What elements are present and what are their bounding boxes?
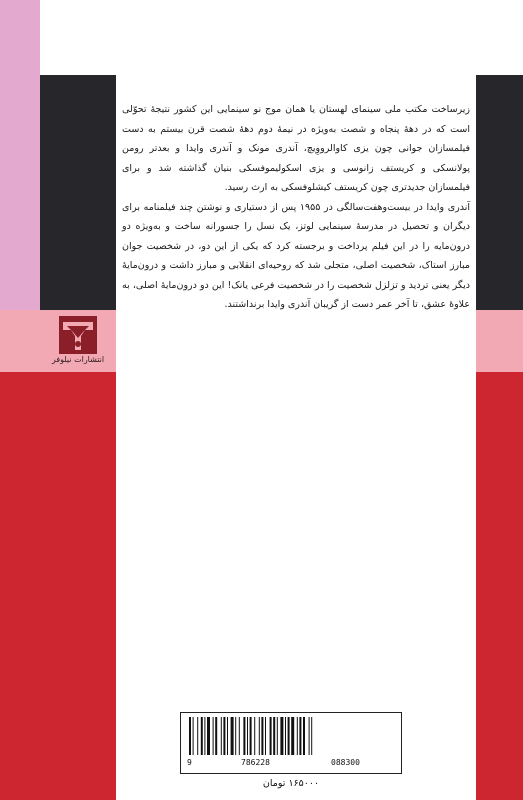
red-block-left	[40, 372, 116, 800]
back-cover-blurb	[122, 100, 470, 315]
isbn-group-1: 786228	[241, 758, 270, 767]
blurb-paragraph-1: زیرساخت مکتب ملی سینمای لهستان یا همان موج نو سینمایی این کشور نتیجهٔ تحوّلی است که در دههٔ پنجاه و شصت به‌ویژه در نیمهٔ دوم دههٔ شصت قرن بیستم به دست فیلمسازان جوانی چون یزی کاوالرووِیچ، آندری مونک و آندری وایدا و بعدتر رومن پولانسکی و کریستف زانوسی و یزی اسکولیموفسکی بنیان گذاشته شد و برای فیلمسازان جدیدتری چون کریستف کیشلوفسکی به ارث رسید.	[122, 104, 470, 193]
barcode-bars	[187, 717, 395, 757]
dark-block-left	[40, 75, 116, 310]
publisher-logo	[40, 310, 116, 372]
left-pink-strip	[0, 0, 40, 310]
blurb-paragraph-2: آندری وایدا در بیست‌وهفت‌سالگی در ۱۹۵۵ پس از دستیاری و نوشتن چند فیلمنامه برای دیگران و تحصیل در مدرسهٔ سینمایی لوتز، یک نسل را جسورانه ساخت و به‌ویژه دو درون‌مایه را در این فیلم پرداخت و برجسته کرد که یکی از این دو، در شخصیت جوان مبارز استاک، شخصیت اصلی، متجلی شد که روحیه‌ای انقلابی و مبارز داشت و درون‌مایهٔ دیگر یعنی تردید و تزلزل شخصیت را در شخصیت فرعی یانک! این دو درون‌مایهٔ اصلی، به علاوهٔ عشق، تا آخر عمر دست از گریبان آندری وایدا برنداشتند.	[122, 201, 470, 310]
left-red-strip	[0, 310, 40, 800]
top-white-area	[40, 0, 523, 75]
dark-block-right	[476, 75, 523, 310]
niloofar-logo-icon	[59, 316, 97, 354]
isbn-prefix: 9	[187, 758, 192, 767]
isbn-group-2: 088300	[331, 758, 360, 767]
price-label: ۱۶۵۰۰۰ تومان	[262, 778, 320, 789]
isbn-barcode	[180, 712, 402, 774]
publisher-name: انتشارات نیلوفر	[51, 355, 105, 364]
red-block-right	[476, 372, 523, 800]
